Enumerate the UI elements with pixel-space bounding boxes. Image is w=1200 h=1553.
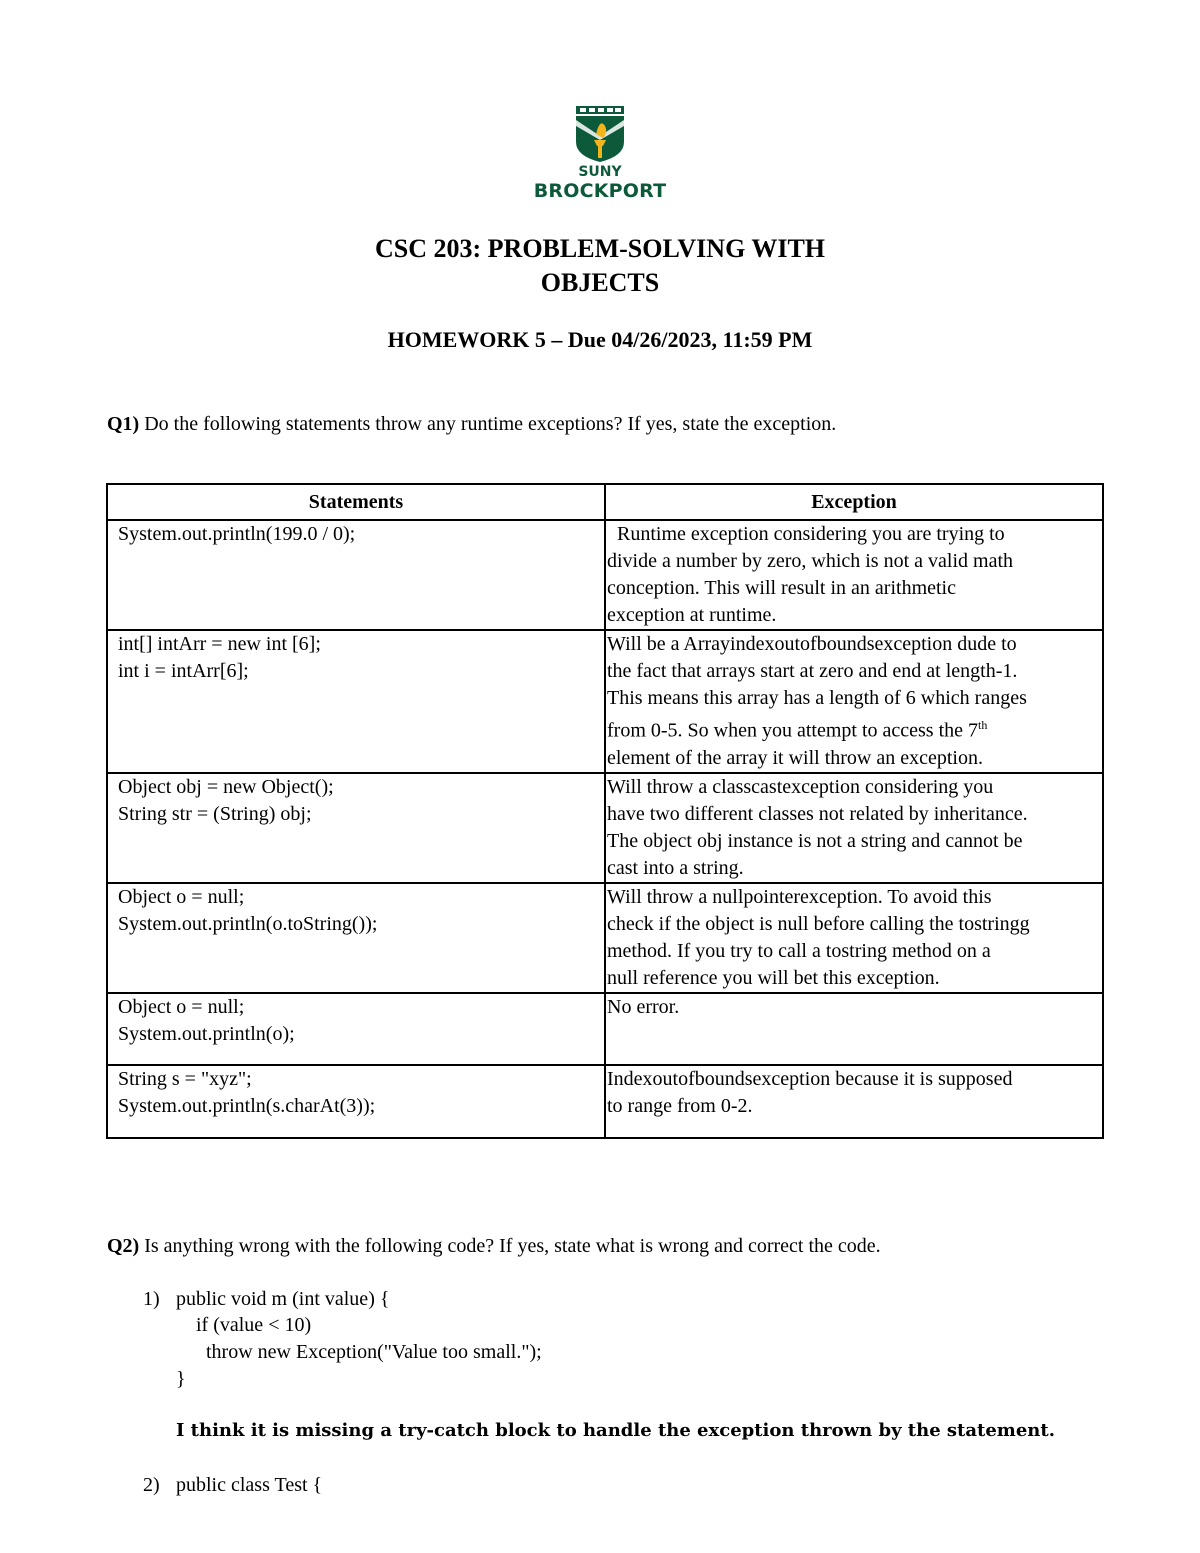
title-line-1: CSC 203: PROBLEM-SOLVING WITH: [374, 234, 826, 263]
table-row: [107, 773, 1103, 883]
statement-line: System.out.println(199.0 / 0);: [118, 523, 356, 545]
table-header-row: [107, 484, 1103, 520]
question-2: [107, 1232, 881, 1260]
exception-line: element of the array it will throw an exception.: [607, 746, 983, 769]
exception-cell: [605, 773, 1103, 883]
code-line: if (value < 10): [176, 1314, 312, 1336]
exception-line: Indexoutofboundsexception because it is supposed: [607, 1067, 1013, 1090]
document-title: [200, 232, 1000, 300]
exception-line: conception. This will result in an arithmetic: [607, 577, 956, 599]
header-exception: Exception: [605, 484, 1103, 520]
suny-brockport-logo: [528, 104, 672, 208]
header-statements: Statements: [107, 484, 605, 520]
statement-line: System.out.println(o.toString());: [118, 912, 378, 935]
question-2-label: Q2): [107, 1235, 140, 1257]
statement-line: System.out.println(s.charAt(3));: [118, 1094, 376, 1117]
logo-suny-text: SUNY: [578, 164, 622, 180]
statement-line: int[] intArr = new int [6];: [118, 633, 321, 655]
statement-line: String str = (String) obj;: [118, 802, 312, 825]
statement-cell: [107, 520, 605, 630]
exception-line: This means this array has a length of 6 which ranges: [607, 687, 1027, 709]
table-row: [107, 520, 1103, 630]
exception-line: null reference you will bet this exception.: [607, 966, 940, 989]
exception-line: check if the object is null before calling the tostringg: [607, 912, 1030, 935]
code-line: }: [176, 1368, 186, 1390]
logo-brockport-text: BROCKPORT: [533, 180, 667, 202]
statement-cell: [107, 883, 605, 993]
statement-cell: [107, 773, 605, 883]
item-number: 1): [143, 1288, 160, 1310]
exception-line: exception at runtime.: [607, 604, 777, 626]
exception-line: No error.: [607, 995, 680, 1018]
statement-line: String s = "xyz";: [118, 1067, 252, 1090]
code-line: throw new Exception("Value too small.");: [176, 1341, 542, 1363]
statement-line: Object o = null;: [118, 995, 245, 1018]
title-line-2: OBJECTS: [540, 268, 660, 297]
statement-cell: [107, 630, 605, 773]
table-row: [107, 883, 1103, 993]
exception-cell: [605, 630, 1103, 773]
exception-line: Will throw a classcastexception considering you: [607, 775, 994, 798]
exception-line: The object obj instance is not a string and cannot be: [607, 829, 1023, 852]
exception-line: have two different classes not related by inheritance.: [607, 802, 1028, 825]
exception-line-text: from 0-5. So when you attempt to access the 7: [607, 719, 979, 742]
torch-shield-icon: [572, 104, 628, 164]
exception-line: Will be a Arrayindexoutofboundsexception dude to: [607, 633, 1017, 655]
statement-line: Object o = null;: [118, 885, 245, 908]
exception-cell: [605, 993, 1103, 1065]
question-1-text: Do the following statements throw any runtime exceptions? If yes, state the exception.: [139, 413, 837, 435]
homework-due-heading: HOMEWORK 5 – Due 04/26/2023, 11:59 PM: [387, 327, 813, 352]
statement-line: int i = intArr[6];: [118, 660, 249, 682]
question-1-label: Q1): [107, 413, 140, 435]
exception-line: cast into a string.: [607, 856, 744, 879]
exception-line: Runtime exception considering you are trying to: [607, 523, 1005, 545]
item-number: 2): [143, 1474, 160, 1496]
exception-line: to range from 0-2.: [607, 1094, 753, 1117]
exception-cell: [605, 883, 1103, 993]
code-line: public class Test {: [176, 1474, 323, 1496]
exception-line: divide a number by zero, which is not a valid math: [607, 550, 1014, 572]
exception-line: the fact that arrays start at zero and end at length-1.: [607, 660, 1018, 682]
question-2-text: Is anything wrong with the following code? If yes, state what is wrong and correct the code.: [139, 1235, 881, 1257]
answer-text: I think it is missing a try-catch block to handle the exception thrown by the statement.: [176, 1420, 1055, 1441]
exception-cell: [605, 520, 1103, 630]
statement-line: System.out.println(o);: [118, 1022, 295, 1045]
table-row: [107, 1065, 1103, 1138]
exception-line: [607, 712, 1101, 745]
exceptions-table: [106, 483, 1104, 1139]
question-1: [107, 410, 836, 438]
statement-cell: [107, 1065, 605, 1138]
ordinal-superscript: th: [978, 718, 988, 732]
exception-line: method. If you try to call a tostring method on a: [607, 939, 991, 962]
statement-cell: [107, 993, 605, 1065]
table-row: [107, 993, 1103, 1065]
exception-line: Will throw a nullpointerexception. To avoid this: [607, 885, 992, 908]
code-line: public void m (int value) {: [176, 1288, 390, 1310]
table-row: [107, 630, 1103, 773]
statement-line: Object obj = new Object();: [118, 775, 334, 798]
exception-cell: [605, 1065, 1103, 1138]
